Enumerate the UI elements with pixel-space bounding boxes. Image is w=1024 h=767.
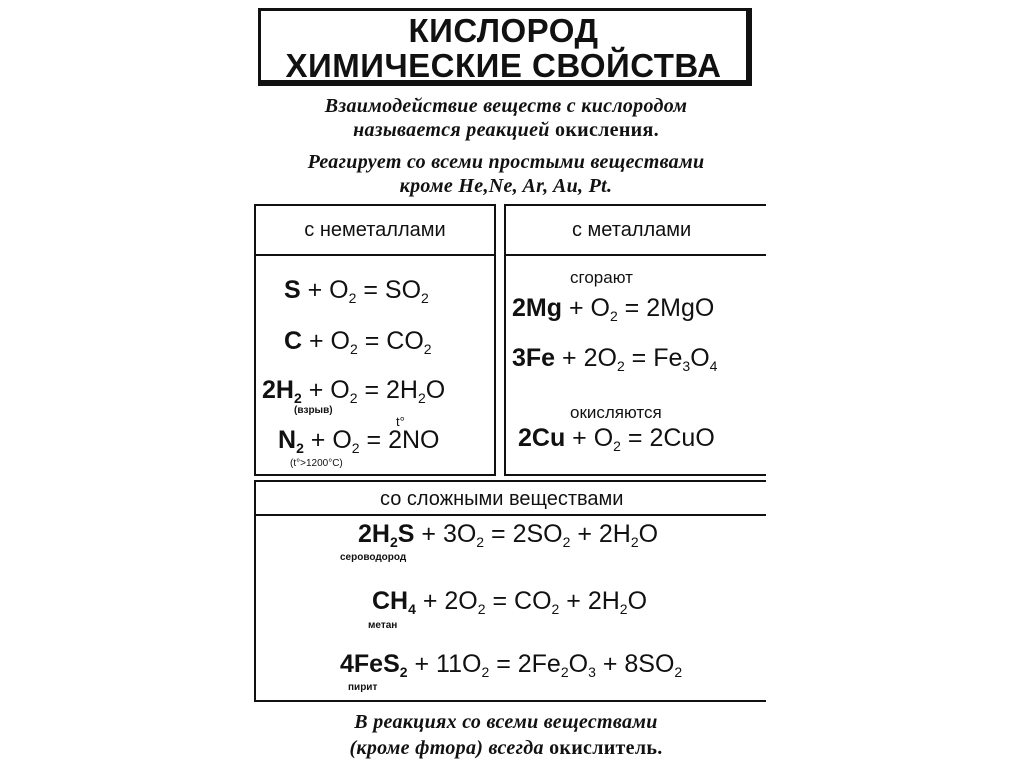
eq-part: + 8SO xyxy=(595,650,675,678)
complex-eq-2 xyxy=(372,587,647,617)
intro-line-1: Взаимодействие веществ с кислородом xyxy=(324,95,688,117)
eq-part: + 2O xyxy=(415,587,478,615)
eq-sub: 2 xyxy=(293,390,302,406)
eq-sub: 2 xyxy=(481,664,490,680)
nonmetals-eq-4 xyxy=(278,426,440,456)
eq-part: + O xyxy=(300,276,349,304)
complex-eq-1 xyxy=(358,520,658,550)
eq-sub: 2 xyxy=(389,534,398,550)
hydrogen-sulfide-note: сероводород xyxy=(340,552,407,563)
eq-part: O xyxy=(425,376,446,404)
explosion-note: (взрыв) xyxy=(294,405,333,416)
eq-sub: 4 xyxy=(709,358,718,374)
eq-reagent: 4FeS xyxy=(340,650,400,678)
nonmetals-eq-2 xyxy=(284,327,432,357)
nonmetals-header: с неметаллами xyxy=(256,206,494,256)
eq-part: = CO xyxy=(357,327,424,355)
metals-eq-3 xyxy=(518,424,715,454)
eq-sub: 2 xyxy=(296,440,304,456)
metals-eq-2 xyxy=(512,344,717,374)
eq-part: + O xyxy=(565,424,614,452)
eq-reagent: 2Cu xyxy=(518,424,566,452)
eq-sub: 2 xyxy=(560,664,569,680)
eq-sub: 2 xyxy=(348,290,357,306)
temperature-note: (t°>1200°C) xyxy=(290,458,343,469)
eq-sub: 2 xyxy=(423,341,432,357)
footer-line-2-text: (кроме фтора) всегда xyxy=(349,737,550,759)
eq-part: + 2H xyxy=(559,587,620,615)
eq-part: + 11O xyxy=(407,650,482,678)
eq-part: + 2O xyxy=(555,344,617,372)
eq-part: + 3O xyxy=(414,520,477,548)
nonmetals-eq-1 xyxy=(284,276,429,306)
eq-part: = CO xyxy=(485,587,552,615)
eq-sub: 2 xyxy=(476,534,485,550)
eq-part: = 2Fe xyxy=(489,650,561,678)
eq-part: O xyxy=(627,587,648,615)
eq-sub: 2 xyxy=(616,358,625,374)
oxidize-label: окисляются xyxy=(570,403,662,422)
nonmetals-box xyxy=(254,204,496,476)
eq-part: = 2NO xyxy=(359,426,440,454)
eq-part: O xyxy=(568,650,589,678)
eq-reagent: N xyxy=(278,426,297,454)
eq-part: O xyxy=(638,520,659,548)
eq-part: = 2H xyxy=(357,376,418,404)
eq-sub: 2 xyxy=(674,664,683,680)
eq-sub: 2 xyxy=(609,308,618,324)
complex-header: со сложными веществами xyxy=(256,482,766,516)
eq-reagent: 3Fe xyxy=(512,344,556,372)
intro-oxidation-term: окисления. xyxy=(555,119,659,141)
eq-part: + O xyxy=(302,327,350,355)
title-line-1: КИСЛОРОД xyxy=(408,12,599,49)
temperature-over-sign: t° xyxy=(396,414,405,429)
metals-eq-1 xyxy=(512,294,714,324)
footer-oxidizer-term: окислитель. xyxy=(549,737,663,759)
intro-line-2-text: называется реакцией xyxy=(353,119,556,141)
eq-part: + O xyxy=(301,376,350,404)
intro-line-3: Реагирует со всеми простыми веществами xyxy=(307,151,705,173)
eq-reagent: 2H xyxy=(358,520,390,548)
metals-header: с металлами xyxy=(506,206,766,256)
metals-box xyxy=(504,204,766,476)
eq-part: = 2MgO xyxy=(617,294,715,322)
eq-part: = 2SO xyxy=(484,520,563,548)
eq-sub: 3 xyxy=(588,664,596,680)
eq-sub: 2 xyxy=(399,664,408,680)
nonmetals-eq-3 xyxy=(262,376,445,406)
intro-line-4: кроме He,Ne, Ar, Au, Pt. xyxy=(399,175,613,197)
pyrite-note: пирит xyxy=(348,682,378,693)
complex-box xyxy=(254,480,766,702)
eq-reagent: S xyxy=(397,520,415,548)
eq-sub: 2 xyxy=(630,534,639,550)
intro-line-2 xyxy=(256,118,756,143)
eq-part: O xyxy=(690,344,710,372)
eq-reagent: 2Mg xyxy=(512,294,562,322)
eq-part: + O xyxy=(562,294,610,322)
eq-part: = SO xyxy=(356,276,422,304)
eq-sub: 2 xyxy=(619,601,628,617)
eq-sub: 2 xyxy=(613,438,621,454)
title-box xyxy=(258,8,752,86)
eq-sub: 3 xyxy=(682,358,691,374)
eq-sub: 4 xyxy=(408,601,416,617)
eq-reagent: 2H xyxy=(262,376,294,404)
eq-part: = Fe xyxy=(624,344,683,372)
eq-reagent: S xyxy=(284,276,301,304)
eq-sub: 2 xyxy=(421,290,429,306)
eq-part: + O xyxy=(303,426,352,454)
eq-sub: 2 xyxy=(551,601,560,617)
eq-part: + 2H xyxy=(570,520,631,548)
eq-sub: 2 xyxy=(349,390,358,406)
eq-sub: 2 xyxy=(562,534,571,550)
title-line-2: ХИМИЧЕСКИЕ СВОЙСТВА xyxy=(285,47,722,84)
eq-sub: 2 xyxy=(477,601,486,617)
eq-reagent: CH xyxy=(372,587,409,615)
eq-sub: 2 xyxy=(351,440,360,456)
burn-label: сгорают xyxy=(570,268,633,287)
complex-eq-3 xyxy=(340,650,682,680)
eq-part: = 2CuO xyxy=(620,424,715,452)
eq-sub: 2 xyxy=(417,390,426,406)
footer-line-1: В реакциях со всеми веществами xyxy=(354,711,658,733)
eq-reagent: C xyxy=(284,327,303,355)
footer-line-2 xyxy=(256,736,756,761)
eq-sub: 2 xyxy=(350,341,358,357)
methane-note: метан xyxy=(368,620,398,631)
